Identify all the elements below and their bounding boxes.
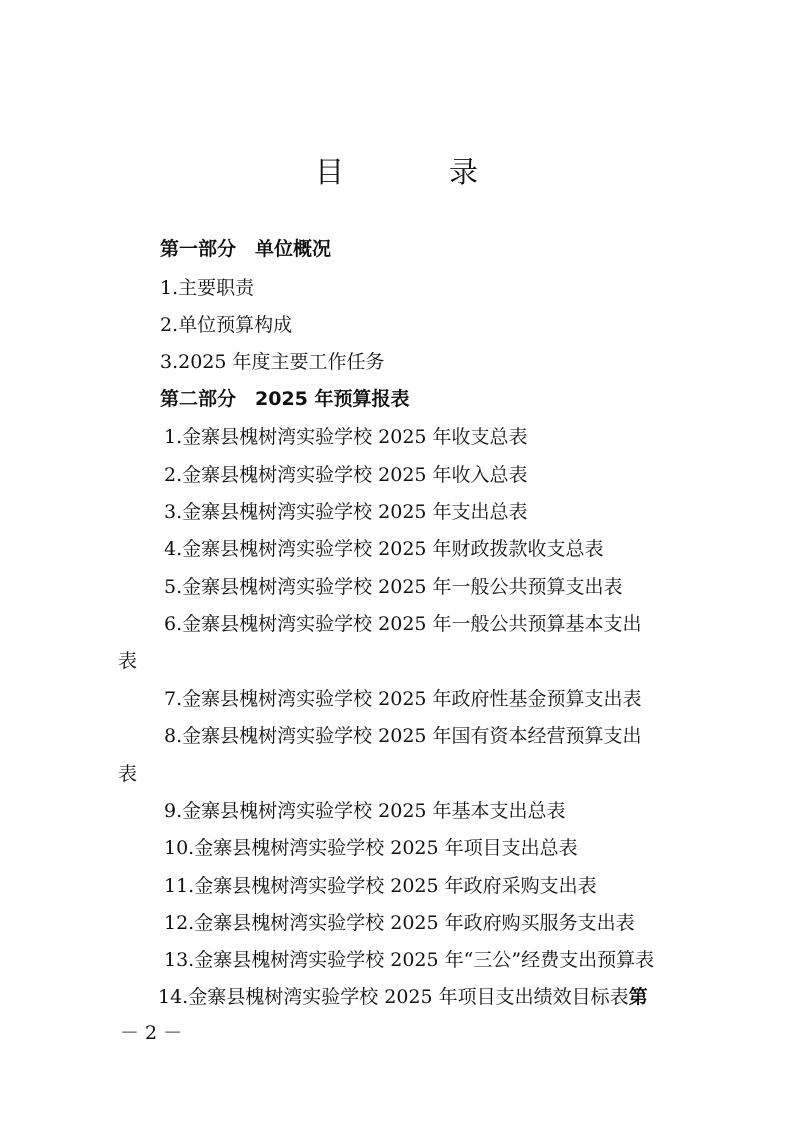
part2-item-2: 2.金寨县槐树湾实验学校 2025 年收入总表 [164,464,528,486]
part2-item-5: 5.金寨县槐树湾实验学校 2025 年一般公共预算支出表 [164,576,623,598]
part2-item-6: 6.金寨县槐树湾实验学校 2025 年一般公共预算基本支出 [164,613,642,635]
part2-item-14-text: 14.金寨县槐树湾实验学校 2025 年项目支出绩效目标表 [158,986,629,1008]
page-number: － 2 － [120,1022,183,1044]
part2-item-11: 11.金寨县槐树湾实验学校 2025 年政府采购支出表 [164,875,597,897]
part2-item-3: 3.金寨县槐树湾实验学校 2025 年支出总表 [164,501,528,523]
part2-item-7: 7.金寨县槐树湾实验学校 2025 年政府性基金预算支出表 [164,688,642,710]
part2-item-4: 4.金寨县槐树湾实验学校 2025 年财政拨款收支总表 [164,538,604,560]
part2-heading: 第二部分 2025 年预算报表 [160,388,410,410]
part1-item-2: 2.单位预算构成 [160,314,293,336]
part2-item-14-tail: 第 [628,986,648,1008]
part2-item-13: 13.金寨县槐树湾实验学校 2025 年“三公”经费支出预算表 [164,949,655,971]
part1-item-3: 3.2025 年度主要工作任务 [160,351,385,373]
part2-item-9: 9.金寨县槐树湾实验学校 2025 年基本支出总表 [164,800,566,822]
page-title: 目 录 [314,155,516,189]
part2-item-12: 12.金寨县槐树湾实验学校 2025 年政府购买服务支出表 [164,912,635,934]
part2-item-8-wrap: 表 [118,763,138,785]
part2-item-10: 10.金寨县槐树湾实验学校 2025 年项目支出总表 [164,837,578,859]
part2-item-8: 8.金寨县槐树湾实验学校 2025 年国有资本经营预算支出 [164,725,642,747]
part1-item-1: 1.主要职责 [160,277,255,299]
part1-heading: 第一部分 单位概况 [160,238,332,260]
part2-item-14 [158,988,648,1007]
part2-item-6-wrap: 表 [118,650,138,672]
part2-item-1: 1.金寨县槐树湾实验学校 2025 年收支总表 [164,426,528,448]
